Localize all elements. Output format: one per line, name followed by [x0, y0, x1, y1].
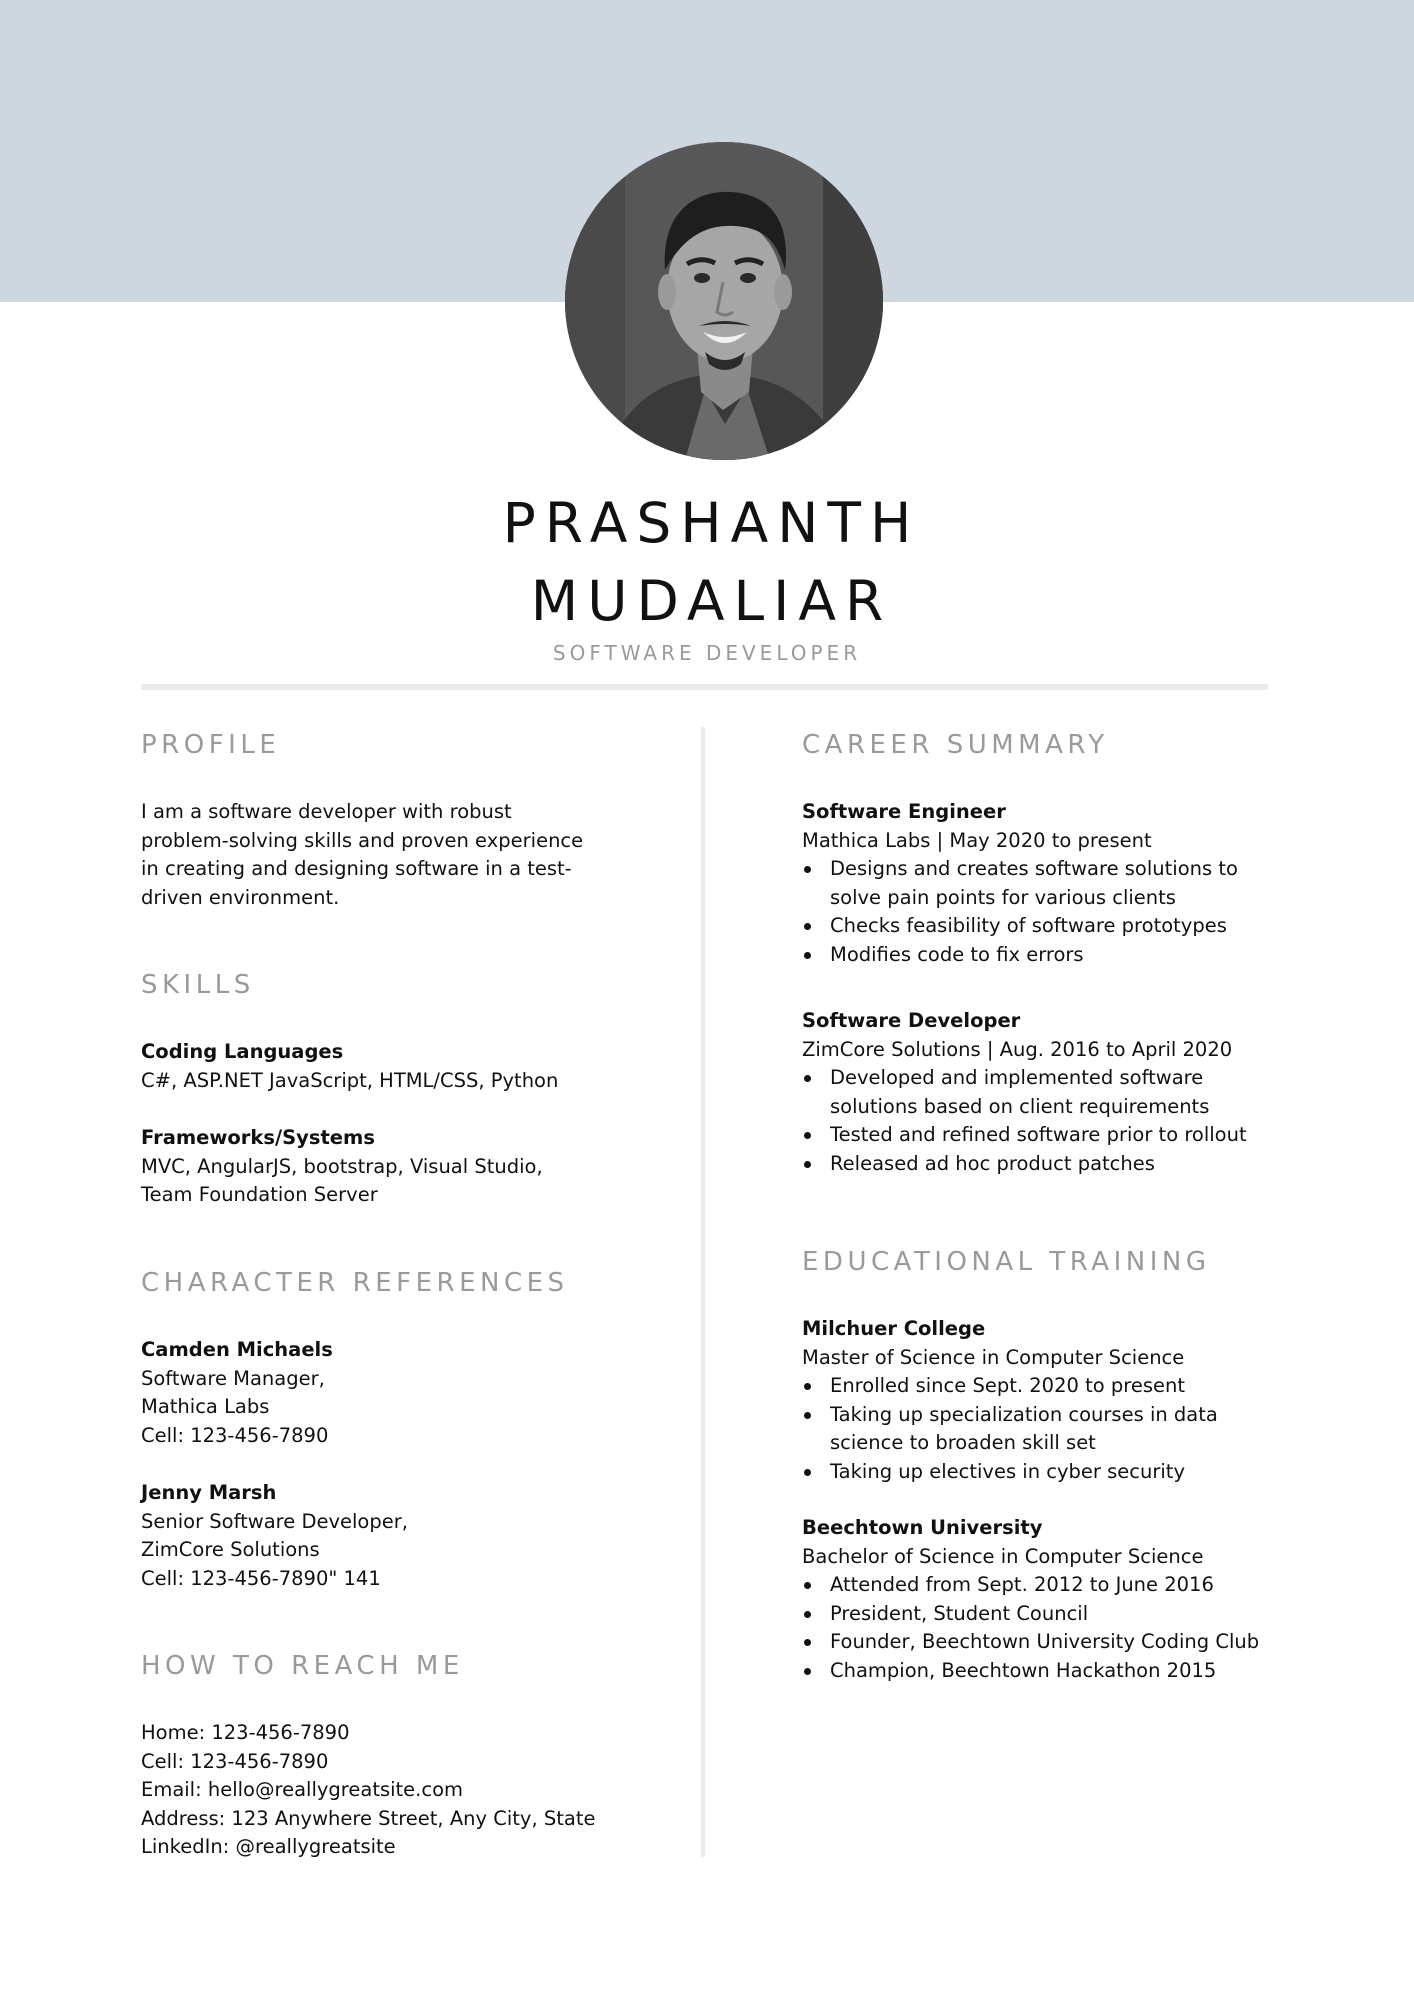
skill-group-line: Team Foundation Server	[141, 1183, 378, 1207]
reference-line: Senior Software Developer,	[141, 1509, 408, 1533]
skill-group-heading: Coding Languages	[141, 1040, 344, 1063]
skills-title: SKILLS	[141, 970, 255, 1000]
profile-line: in creating and designing software in a test-	[141, 857, 572, 881]
contact-email: Email: hello@reallygreatsite.com	[141, 1778, 464, 1802]
reference-line: ZimCore Solutions	[141, 1538, 320, 1562]
last-name: MUDALIAR	[530, 569, 893, 633]
header-divider	[141, 684, 1268, 690]
contact-title: HOW TO REACH ME	[141, 1651, 464, 1681]
contact-linkedin: LinkedIn: @reallygreatsite	[141, 1835, 396, 1859]
job-company-dates: Mathica Labs | May 2020 to present	[802, 828, 1152, 852]
job-bullet: Developed and implemented software solutions based on client requirements	[802, 1064, 1247, 1121]
profile-line: problem-solving skills and proven experience	[141, 828, 584, 852]
school-bullet: Champion, Beechtown Hackathon 2015	[802, 1657, 1259, 1686]
first-name: PRASHANTH	[502, 491, 921, 555]
school-bullet: President, Student Council	[802, 1600, 1259, 1629]
school-bullet: Taking up specialization courses in data science to broaden skill set	[802, 1401, 1218, 1458]
job-bullet: Checks feasibility of software prototypes	[802, 912, 1238, 941]
profile-photo	[565, 142, 883, 460]
skill-group-line: MVC, AngularJS, bootstrap, Visual Studio,	[141, 1154, 543, 1178]
skill-group-heading: Frameworks/Systems	[141, 1126, 375, 1149]
references-title: CHARACTER REFERENCES	[141, 1268, 569, 1298]
job-bullets	[802, 1064, 1247, 1178]
reference-name: Camden Michaels	[141, 1338, 333, 1361]
education-title: EDUCATIONAL TRAINING	[802, 1247, 1211, 1277]
job-role: Software Engineer	[802, 800, 1006, 823]
job-bullets	[802, 855, 1238, 969]
job-bullet: Modifies code to fix errors	[802, 941, 1238, 970]
job-company-dates: ZimCore Solutions | Aug. 2016 to April 2020	[802, 1037, 1233, 1061]
profile-line: I am a software developer with robust	[141, 800, 512, 823]
reference-line: Mathica Labs	[141, 1395, 270, 1419]
reference-line: Cell: 123-456-7890" 141	[141, 1566, 381, 1590]
school-name: Beechtown University	[802, 1516, 1043, 1539]
school-degree: Master of Science in Computer Science	[802, 1345, 1185, 1369]
reference-line: Cell: 123-456-7890	[141, 1423, 329, 1447]
profile-title: PROFILE	[141, 730, 281, 760]
reference-line: Software Manager,	[141, 1366, 325, 1390]
contact-cell: Cell: 123-456-7890	[141, 1749, 329, 1773]
column-divider	[701, 727, 705, 1857]
school-bullet: Founder, Beechtown University Coding Club	[802, 1628, 1259, 1657]
school-bullet: Enrolled since Sept. 2020 to present	[802, 1372, 1218, 1401]
school-bullets	[802, 1571, 1259, 1685]
career-title: CAREER SUMMARY	[802, 730, 1109, 760]
job-bullet: Released ad hoc product patches	[802, 1150, 1247, 1179]
school-bullets	[802, 1372, 1218, 1486]
profile-line: driven environment.	[141, 885, 340, 909]
job-role: Software Developer	[802, 1009, 1021, 1032]
school-degree: Bachelor of Science in Computer Science	[802, 1544, 1204, 1568]
job-bullet: Designs and creates software solutions to solve pain points for various clients	[802, 855, 1238, 912]
school-bullet: Taking up electives in cyber security	[802, 1458, 1218, 1487]
school-bullet: Attended from Sept. 2012 to June 2016	[802, 1571, 1259, 1600]
contact-address: Address: 123 Anywhere Street, Any City, State	[141, 1806, 596, 1830]
reference-name: Jenny Marsh	[141, 1481, 277, 1504]
job-bullet: Tested and refined software prior to rollout	[802, 1121, 1247, 1150]
school-name: Milchuer College	[802, 1317, 986, 1340]
skill-group-line: C#, ASP.NET JavaScript, HTML/CSS, Python	[141, 1068, 559, 1092]
contact-home: Home: 123-456-7890	[141, 1721, 350, 1744]
job-title: SOFTWARE DEVELOPER	[552, 641, 862, 665]
